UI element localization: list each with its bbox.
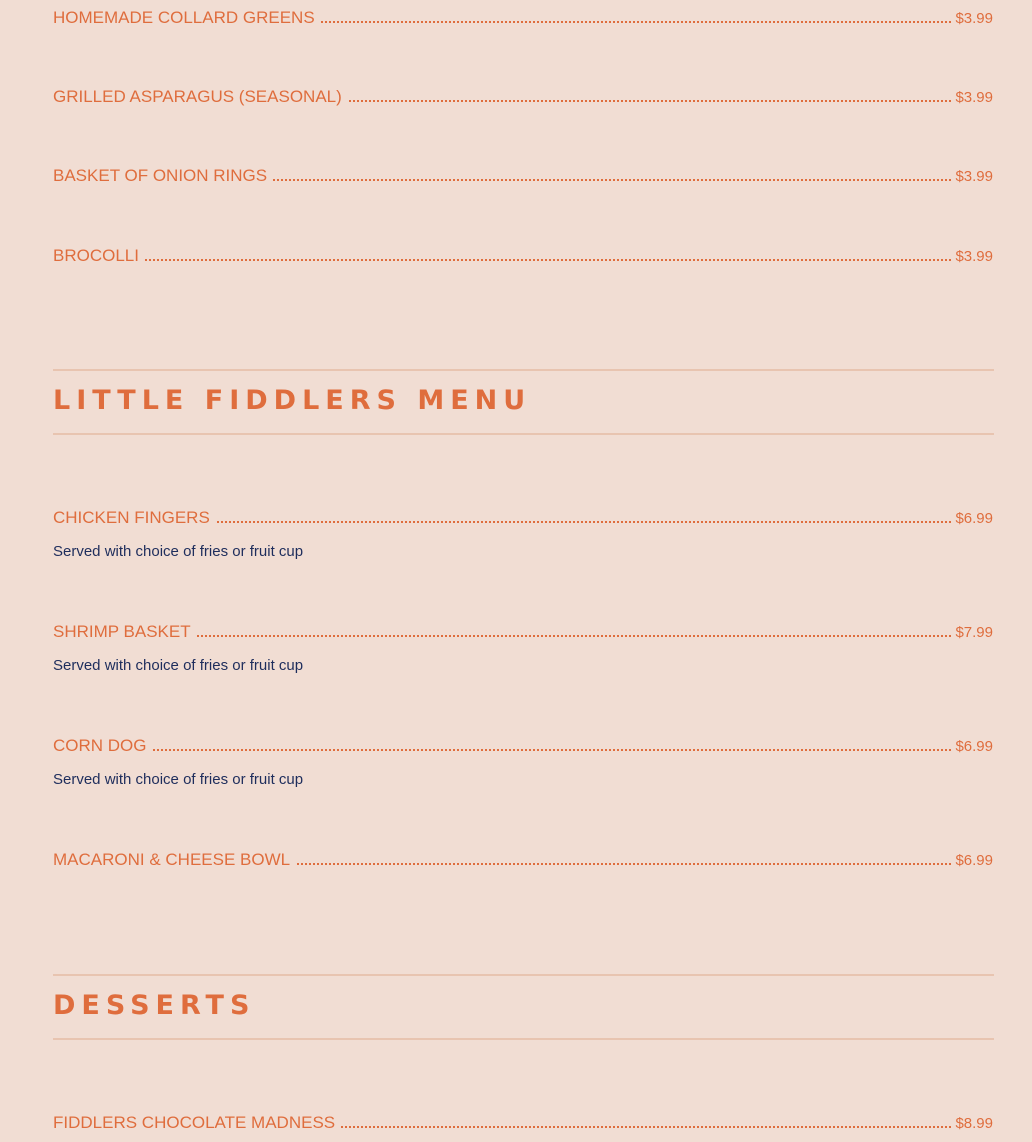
menu-item-row xyxy=(53,1112,993,1134)
menu-item-name: GRILLED ASPARAGUS (SEASONAL) xyxy=(53,86,348,108)
menu-item-row xyxy=(53,507,993,529)
menu-item-name: SHRIMP BASKET xyxy=(53,621,197,643)
menu-item xyxy=(53,621,993,674)
section-divider-top xyxy=(53,369,994,371)
menu-item xyxy=(53,86,993,108)
menu-item-row xyxy=(53,7,993,29)
menu-item-description: Served with choice of fries or fruit cup xyxy=(53,657,304,674)
menu-item-description: Served with choice of fries or fruit cup xyxy=(53,771,304,788)
dotted-leader xyxy=(53,259,951,261)
menu-item-price: $3.99 xyxy=(953,246,993,268)
menu-item-name: HOMEMADE COLLARD GREENS xyxy=(53,7,321,29)
menu-item-row xyxy=(53,165,993,187)
menu-item-row xyxy=(53,849,993,871)
section-divider-bottom xyxy=(53,1038,994,1040)
menu-item-price: $6.99 xyxy=(953,850,993,872)
section-title-desserts: DESSERTS xyxy=(53,990,256,1021)
menu-item-price: $8.99 xyxy=(953,1113,993,1135)
menu-item-price: $7.99 xyxy=(953,622,993,644)
menu-item-row xyxy=(53,245,993,267)
menu-item xyxy=(53,245,993,267)
menu-item-name: BROCOLLI xyxy=(53,245,145,267)
menu-item-row xyxy=(53,86,993,108)
menu-item-row xyxy=(53,621,993,643)
menu-item-price: $3.99 xyxy=(953,166,993,188)
menu-item xyxy=(53,849,993,871)
menu-item xyxy=(53,165,993,187)
section-divider-bottom xyxy=(53,433,994,435)
menu-item-price: $6.99 xyxy=(953,736,993,758)
menu-item xyxy=(53,7,993,29)
menu-item xyxy=(53,507,993,560)
section-divider-top xyxy=(53,974,994,976)
dotted-leader xyxy=(53,749,951,751)
menu-item-row xyxy=(53,735,993,757)
menu-item-price: $3.99 xyxy=(953,87,993,109)
menu-item-name: MACARONI & CHEESE BOWL xyxy=(53,849,296,871)
menu-item-name: FIDDLERS CHOCOLATE MADNESS xyxy=(53,1112,341,1134)
menu-item xyxy=(53,735,993,788)
section-title-little-fiddlers: LITTLE FIDDLERS MENU xyxy=(53,385,532,416)
menu-item-name: CHICKEN FINGERS xyxy=(53,507,216,529)
menu-item-description: Served with choice of fries or fruit cup xyxy=(53,543,304,560)
menu-item xyxy=(53,1112,993,1134)
menu-item-name: CORN DOG xyxy=(53,735,153,757)
menu-item-price: $6.99 xyxy=(953,508,993,530)
menu-item-price: $3.99 xyxy=(953,8,993,30)
menu-item-name: BASKET OF ONION RINGS xyxy=(53,165,273,187)
